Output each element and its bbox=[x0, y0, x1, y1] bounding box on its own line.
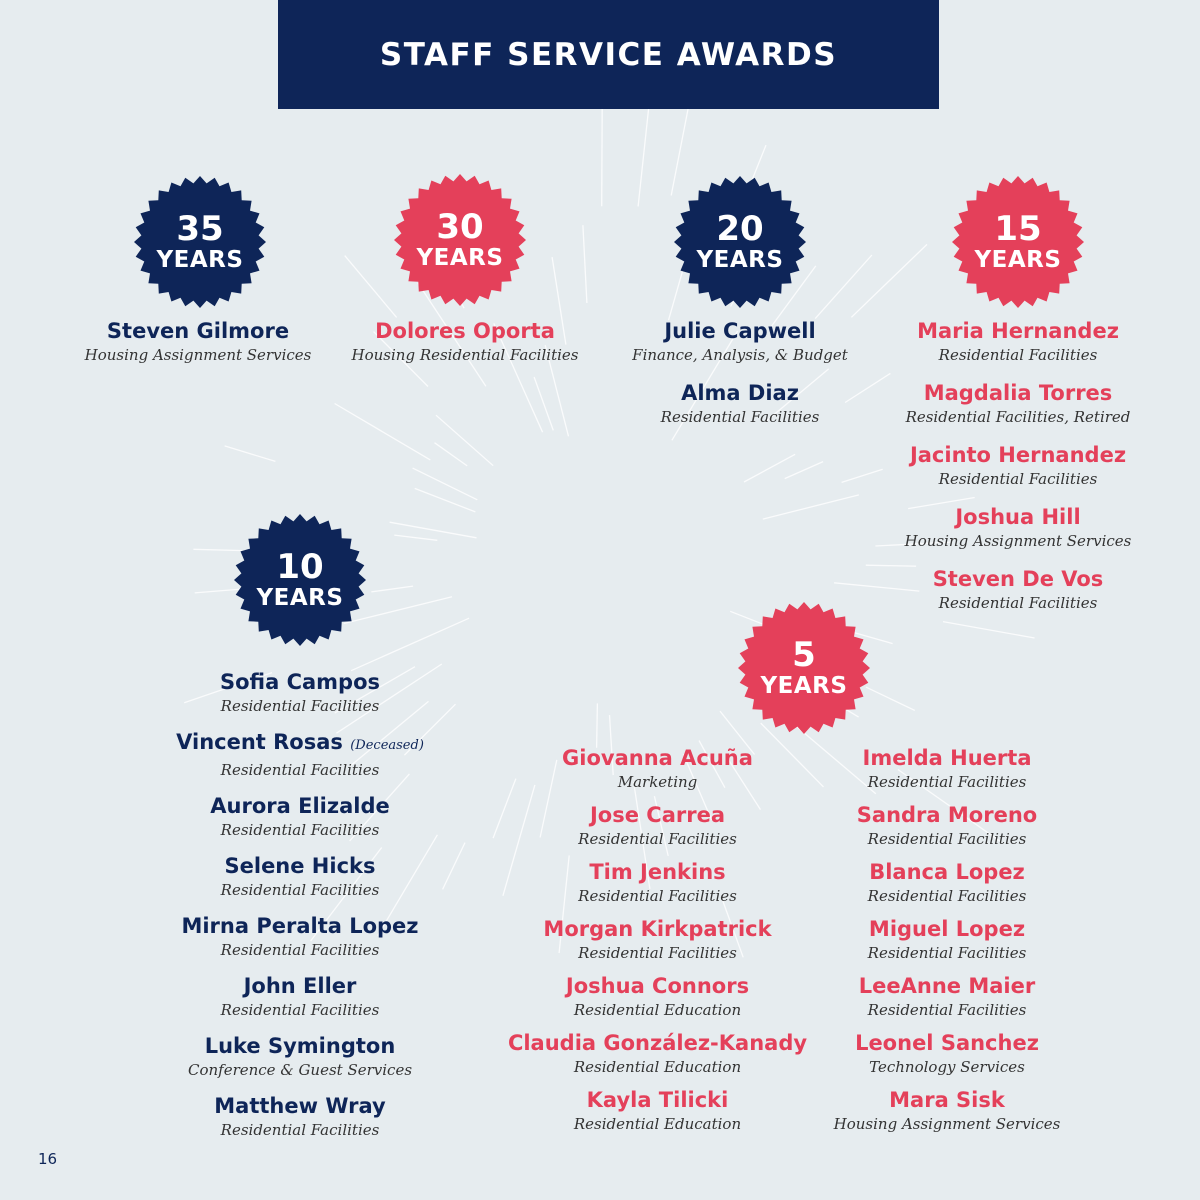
honoree-department: Residential Facilities bbox=[578, 887, 737, 905]
honoree bbox=[165, 669, 435, 717]
honoree-name: Giovanna Acuña bbox=[562, 746, 753, 770]
honoree bbox=[165, 729, 435, 781]
honoree-name: Morgan Kirkpatrick bbox=[543, 917, 772, 941]
ray-line bbox=[394, 535, 437, 540]
honoree bbox=[165, 913, 435, 961]
honoree bbox=[817, 973, 1077, 1021]
honoree-department: Residential Facilities bbox=[938, 346, 1098, 364]
honoree bbox=[817, 859, 1077, 907]
ray-line bbox=[225, 446, 276, 462]
ray-line bbox=[435, 443, 468, 466]
honoree-department: Residential Facilities bbox=[220, 881, 380, 899]
badge-number: 10 bbox=[276, 547, 324, 587]
honoree bbox=[78, 318, 318, 366]
badge-30-years bbox=[393, 173, 527, 307]
honoree-department: Residential Facilities bbox=[938, 470, 1098, 488]
ray-line bbox=[436, 415, 493, 466]
ray-line bbox=[638, 106, 649, 206]
deceased-note: (Deceased) bbox=[350, 738, 424, 753]
honoree-name: Kayla Tilicki bbox=[586, 1088, 729, 1112]
honoree-name: Sofia Campos bbox=[219, 670, 381, 694]
badge-label: YEARS bbox=[696, 247, 784, 273]
badge-label: YEARS bbox=[416, 245, 504, 271]
honoree-department: Residential Facilities bbox=[660, 408, 820, 426]
honoree-department: Residential Facilities bbox=[938, 594, 1098, 612]
honoree-department: Residential Facilities bbox=[867, 887, 1027, 905]
honoree-department: Housing Residential Facilities bbox=[351, 346, 579, 364]
badge-label: YEARS bbox=[156, 247, 244, 273]
honoree-name: Jose Carrea bbox=[589, 803, 725, 827]
honoree-name: Tim Jenkins bbox=[589, 860, 726, 884]
honoree bbox=[817, 1030, 1077, 1078]
badge-10-years bbox=[233, 513, 367, 647]
honoree-name: Sandra Moreno bbox=[856, 803, 1038, 827]
honoree-name: LeeAnne Maier bbox=[858, 974, 1036, 998]
badge-number: 35 bbox=[176, 209, 224, 249]
honoree-department: Housing Assignment Services bbox=[84, 346, 312, 364]
honoree-department: Residential Education bbox=[573, 1115, 742, 1133]
badge-number: 15 bbox=[994, 209, 1042, 249]
badge-label: YEARS bbox=[974, 247, 1062, 273]
ray-line bbox=[597, 703, 598, 747]
ray-line bbox=[413, 468, 478, 500]
badge-label: YEARS bbox=[760, 673, 848, 699]
honoree-name: Mara Sisk bbox=[889, 1088, 1005, 1112]
honoree-name: Aurora Elizalde bbox=[210, 794, 390, 818]
ray-line bbox=[785, 462, 823, 479]
ray-line bbox=[335, 404, 431, 460]
honoree-department: Residential Facilities bbox=[220, 761, 380, 779]
honoree-name: Leonel Sanchez bbox=[855, 1031, 1039, 1055]
honoree-department: Residential Facilities bbox=[867, 944, 1027, 962]
page-title: STAFF SERVICE AWARDS bbox=[379, 36, 838, 73]
honorees-35-years bbox=[78, 318, 318, 366]
badge-35-years bbox=[133, 175, 267, 309]
honoree bbox=[893, 318, 1143, 366]
honoree-department: Conference & Guest Services bbox=[187, 1061, 413, 1079]
honoree-name: Dolores Oporta bbox=[375, 319, 555, 343]
honoree-name: Blanca Lopez bbox=[869, 860, 1025, 884]
badge-number: 5 bbox=[792, 635, 816, 675]
honoree bbox=[505, 859, 810, 907]
honoree-name: Miguel Lopez bbox=[868, 917, 1026, 941]
honoree-department: Residential Facilities bbox=[220, 1121, 380, 1139]
honoree-department: Residential Facilities bbox=[220, 941, 380, 959]
honoree-name: Steven Gilmore bbox=[106, 319, 290, 343]
honoree bbox=[817, 802, 1077, 850]
honoree-department: Residential Facilities, Retired bbox=[905, 408, 1131, 426]
honoree-department: Residential Facilities bbox=[220, 697, 380, 715]
badge-15-years bbox=[951, 175, 1085, 309]
honoree-name: Vincent Rosas bbox=[176, 730, 343, 754]
honoree-department: Residential Facilities bbox=[578, 830, 737, 848]
honoree-name: Julie Capwell bbox=[664, 319, 816, 343]
ray-line bbox=[371, 586, 413, 592]
honoree-name: Maria Hernandez bbox=[917, 319, 1119, 343]
badge-number: 20 bbox=[716, 209, 764, 249]
ray-line bbox=[943, 622, 1035, 638]
honoree bbox=[817, 1087, 1077, 1135]
honoree bbox=[505, 1087, 810, 1135]
ray-line bbox=[866, 687, 915, 710]
honorees-10-years bbox=[165, 669, 435, 1141]
honoree-department: Residential Education bbox=[573, 1058, 742, 1076]
honoree bbox=[340, 318, 590, 366]
honoree-name: Luke Symington bbox=[204, 1034, 396, 1058]
honoree bbox=[165, 853, 435, 901]
honorees-20-years bbox=[620, 318, 860, 428]
badge-label: YEARS bbox=[256, 585, 344, 611]
honoree-department: Housing Assignment Services bbox=[833, 1115, 1061, 1133]
ray-line bbox=[842, 469, 883, 482]
honoree-name: Selene Hicks bbox=[224, 854, 376, 878]
honoree-name: John Eller bbox=[243, 974, 357, 998]
honoree bbox=[165, 793, 435, 841]
honoree-department: Marketing bbox=[617, 773, 698, 791]
honoree bbox=[505, 745, 810, 793]
ray-line bbox=[345, 256, 397, 318]
honoree-name-row bbox=[165, 729, 435, 759]
honoree-department: Residential Facilities bbox=[220, 821, 380, 839]
honoree-name: Joshua Hill bbox=[955, 505, 1081, 529]
honoree-name: Alma Diaz bbox=[681, 381, 799, 405]
honoree-department: Residential Education bbox=[573, 1001, 742, 1019]
badge-5-years bbox=[737, 601, 871, 735]
honoree bbox=[165, 973, 435, 1021]
honoree-department: Residential Facilities bbox=[867, 773, 1027, 791]
ray-line bbox=[583, 225, 587, 303]
ray-line bbox=[351, 618, 469, 671]
ray-line bbox=[602, 107, 603, 207]
honoree-department: Finance, Analysis, & Budget bbox=[632, 346, 848, 364]
ray-line bbox=[815, 255, 872, 319]
honoree bbox=[817, 745, 1077, 793]
honoree bbox=[505, 973, 810, 1021]
badge-number: 30 bbox=[436, 207, 484, 247]
ray-line bbox=[851, 244, 927, 317]
honoree bbox=[505, 916, 810, 964]
honoree bbox=[893, 442, 1143, 490]
honoree-name: Matthew Wray bbox=[214, 1094, 386, 1118]
ray-line bbox=[415, 488, 476, 512]
honoree bbox=[817, 916, 1077, 964]
honoree bbox=[893, 504, 1143, 552]
honorees-15-years bbox=[893, 318, 1143, 614]
honoree-name: Joshua Connors bbox=[565, 974, 750, 998]
honorees-5-years-left bbox=[505, 745, 810, 1135]
honoree-name: Mirna Peralta Lopez bbox=[181, 914, 419, 938]
honoree-name: Imelda Huerta bbox=[862, 746, 1032, 770]
honoree bbox=[505, 1030, 810, 1078]
honoree-department: Residential Facilities bbox=[220, 1001, 380, 1019]
ray-line bbox=[443, 843, 465, 890]
honoree bbox=[893, 566, 1143, 614]
honoree bbox=[620, 318, 860, 366]
honoree bbox=[165, 1033, 435, 1081]
honoree-department: Technology Services bbox=[869, 1058, 1025, 1076]
honoree bbox=[505, 802, 810, 850]
page-number: 16 bbox=[38, 1150, 58, 1168]
page-header bbox=[278, 0, 939, 109]
ray-line bbox=[534, 377, 553, 430]
honoree bbox=[165, 1093, 435, 1141]
honoree-department: Residential Facilities bbox=[578, 944, 737, 962]
honoree-name: Steven De Vos bbox=[932, 567, 1104, 591]
honoree-name: Jacinto Hernandez bbox=[909, 443, 1127, 467]
honorees-30-years bbox=[340, 318, 590, 366]
honoree-department: Housing Assignment Services bbox=[904, 532, 1132, 550]
ray-line bbox=[763, 495, 859, 519]
badge-20-years bbox=[673, 175, 807, 309]
honoree-department: Residential Facilities bbox=[867, 830, 1027, 848]
honoree bbox=[620, 380, 860, 428]
honoree-name: Magdalia Torres bbox=[923, 381, 1113, 405]
honorees-5-years-right bbox=[817, 745, 1077, 1135]
honoree bbox=[893, 380, 1143, 428]
honoree-department: Residential Facilities bbox=[867, 1001, 1027, 1019]
honoree-name: Claudia González-Kanady bbox=[507, 1031, 808, 1055]
